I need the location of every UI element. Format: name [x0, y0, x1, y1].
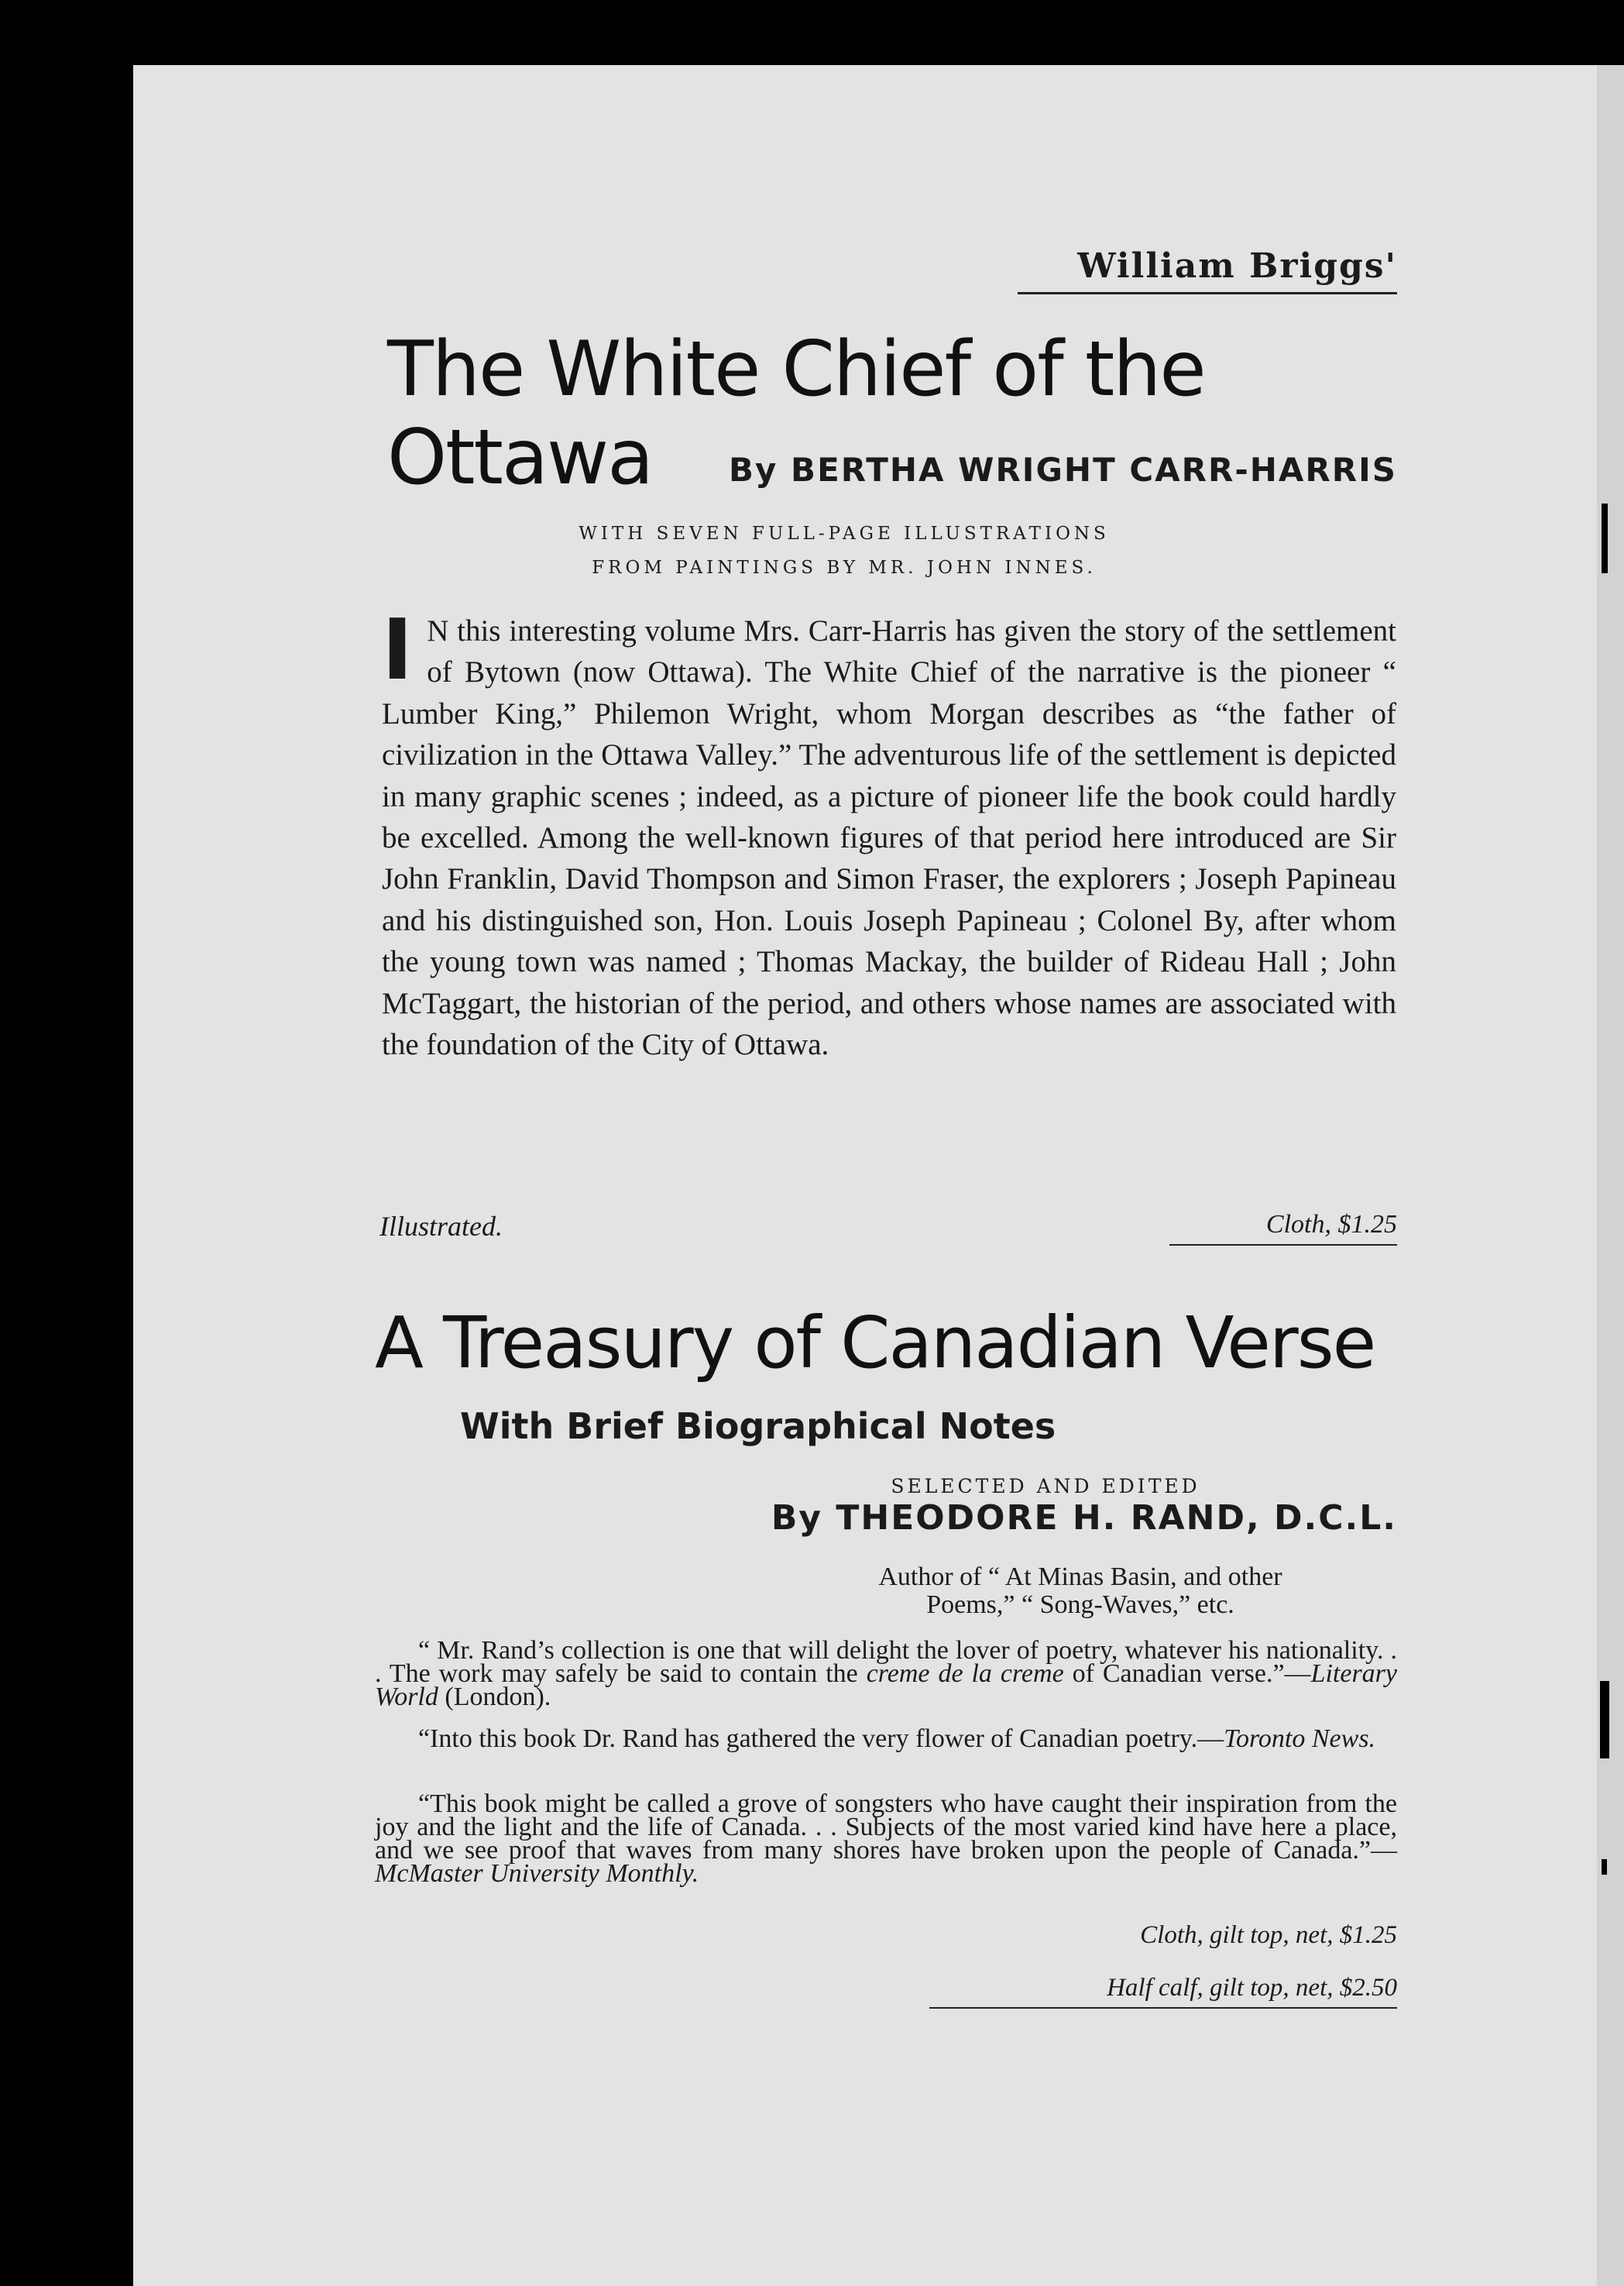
book2-selected-edited: SELECTED AND EDITED	[891, 1475, 1200, 1497]
review-text: “Into this book Dr. Rand has gathered the very flower of Canadian poetry.—	[418, 1724, 1224, 1753]
scan-speck	[15, 0, 85, 12]
scan-speck	[1602, 1859, 1607, 1875]
review-literary-world	[375, 1636, 1397, 1711]
review-mcmaster	[375, 1789, 1397, 1888]
scan-speck	[1602, 504, 1608, 573]
book2-subtitle: With Brief Biographical Notes	[460, 1405, 1056, 1447]
book2-author: By THEODORE H. RAND, D.C.L.	[771, 1498, 1397, 1538]
review-source: Literary World	[375, 1659, 1397, 1711]
publisher-name: William Briggs'	[1018, 246, 1397, 294]
book2-author-works	[774, 1563, 1386, 1619]
book1-description-text: N this interesting volume Mrs. Carr-Harris has given the story of the settlement of Bytown (now Ottawa). The White Chief of the narrative is the pioneer “ Lumber King,” Philemon Wright, whom Morgan describes as “the father of civilization in the Ottawa Valley.” The adventurous life of the settlement is depicted in many graphic scenes ; indeed, as a picture of pioneer life the book could hardly be excelled. Among the well-known figures of that period here introduced are Sir John Franklin, David Thompson and Simon Fraser, the explorers ; Joseph Papineau and his distinguished son, Hon. Louis Joseph Papineau ; Colonel By, after whom the young town was named ; Thomas Mackay, the builder of Rideau Hall ; John McTaggart, the historian of the period, and others whose names are associated with the foundation of the City of Ottawa.	[382, 614, 1396, 1062]
review-text: “ Mr. Rand’s collection is one that will delight the lover of poetry, whatever his nationality. . . The work may safely be said to contain the	[375, 1636, 1397, 1688]
book1-illustrations-line2: FROM PAINTINGS BY MR. JOHN INNES.	[592, 558, 1097, 578]
review-italic-phrase: creme de la creme	[866, 1659, 1064, 1688]
drop-cap: I	[382, 602, 414, 699]
review-text: of Canadian verse.”—	[1063, 1659, 1311, 1688]
book2-price-half-calf: Half calf, gilt top, net, $2.50	[929, 1974, 1397, 2009]
review-text: “This book might be called a grove of songsters who have caught their inspiration from the joy and the light and the life of Canada. . . Subjects of the most varied kind have here a place, and we see proof that waves from many shores have broken upon the people of Canada.”—	[375, 1789, 1397, 1865]
review-toronto-news	[375, 1724, 1397, 1753]
book2-price-cloth: Cloth, gilt top, net, $1.25	[1140, 1921, 1397, 1949]
scan-speck	[1600, 1681, 1609, 1758]
scan-speck	[11, 1952, 22, 1963]
book1-price: Cloth, $1.25	[1169, 1210, 1397, 1246]
book2-author-works-line2: Poems,” “ Song-Waves,” etc.	[926, 1590, 1234, 1619]
book1-note: Illustrated.	[379, 1211, 503, 1242]
review-source: McMaster University Monthly.	[375, 1859, 699, 1888]
book2-title: A Treasury of Canadian Verse	[375, 1301, 1375, 1384]
page-edge	[1597, 65, 1624, 2286]
review-source: Toronto News.	[1224, 1724, 1376, 1753]
book2-author-works-line1: Author of “ At Minas Basin, and other	[878, 1562, 1282, 1591]
book1-title: The White Chief of the Ottawa	[387, 325, 1205, 502]
book1-description	[382, 602, 1396, 1065]
review-source-location: (London).	[438, 1683, 551, 1711]
book1-illustrations-line1: WITH SEVEN FULL-PAGE ILLUSTRATIONS	[579, 524, 1110, 544]
book1-author: By BERTHA WRIGHT CARR-HARRIS	[729, 451, 1397, 489]
